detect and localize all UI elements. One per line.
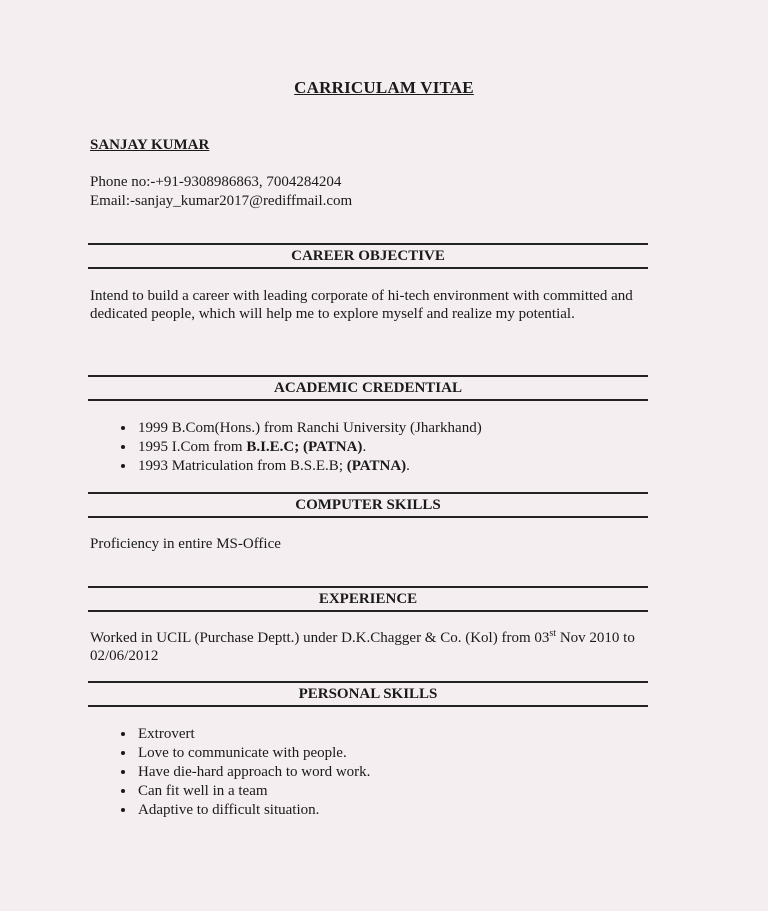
list-item: • 1993 Matriculation from B.S.E.B; (PATNA). bbox=[136, 457, 482, 476]
career-objective-text: Intend to build a career with leading corporate of hi-tech environment with committed and dedicated people, which will help me to explore myself and realize my potential. bbox=[90, 288, 633, 322]
list-item: • Love to communicate with people. bbox=[136, 744, 370, 763]
list-item: • Can fit well in a team bbox=[136, 782, 370, 801]
list-item: • Have die-hard approach to word work. bbox=[136, 763, 370, 782]
document-title: CARRICULAM VITAE bbox=[294, 78, 474, 97]
personal-skills-list bbox=[108, 725, 370, 820]
section-heading-career-objective: CAREER OBJECTIVE bbox=[88, 243, 648, 269]
candidate-name: SANJAY KUMAR bbox=[90, 137, 210, 153]
computer-skills-text: Proficiency in entire MS-Office bbox=[90, 536, 281, 552]
list-item: • 1995 I.Com from B.I.E.C; (PATNA). bbox=[136, 438, 482, 457]
contact-block bbox=[90, 173, 352, 211]
section-heading-computer-skills: COMPUTER SKILLS bbox=[88, 492, 648, 518]
section-heading-academic-credential: ACADEMIC CREDENTIAL bbox=[88, 375, 648, 401]
email-line: Email:-sanjay_kumar2017@rediffmail.com bbox=[90, 193, 353, 209]
section-heading-experience: EXPERIENCE bbox=[88, 586, 648, 612]
academic-list bbox=[108, 419, 482, 476]
experience-text: Worked in UCIL (Purchase Deptt.) under D.K.Chagger & Co. (Kol) from 03st Nov 2010 to 02/06/2012 bbox=[90, 628, 635, 664]
list-item: • Adaptive to difficult situation. bbox=[136, 801, 370, 820]
list-item: • 1999 B.Com(Hons.) from Ranchi University (Jharkhand) bbox=[136, 419, 482, 438]
list-item: • Extrovert bbox=[136, 725, 370, 744]
section-heading-personal-skills: PERSONAL SKILLS bbox=[88, 681, 648, 707]
phone-line: Phone no:-+91-9308986863, 7004284204 bbox=[90, 174, 342, 190]
